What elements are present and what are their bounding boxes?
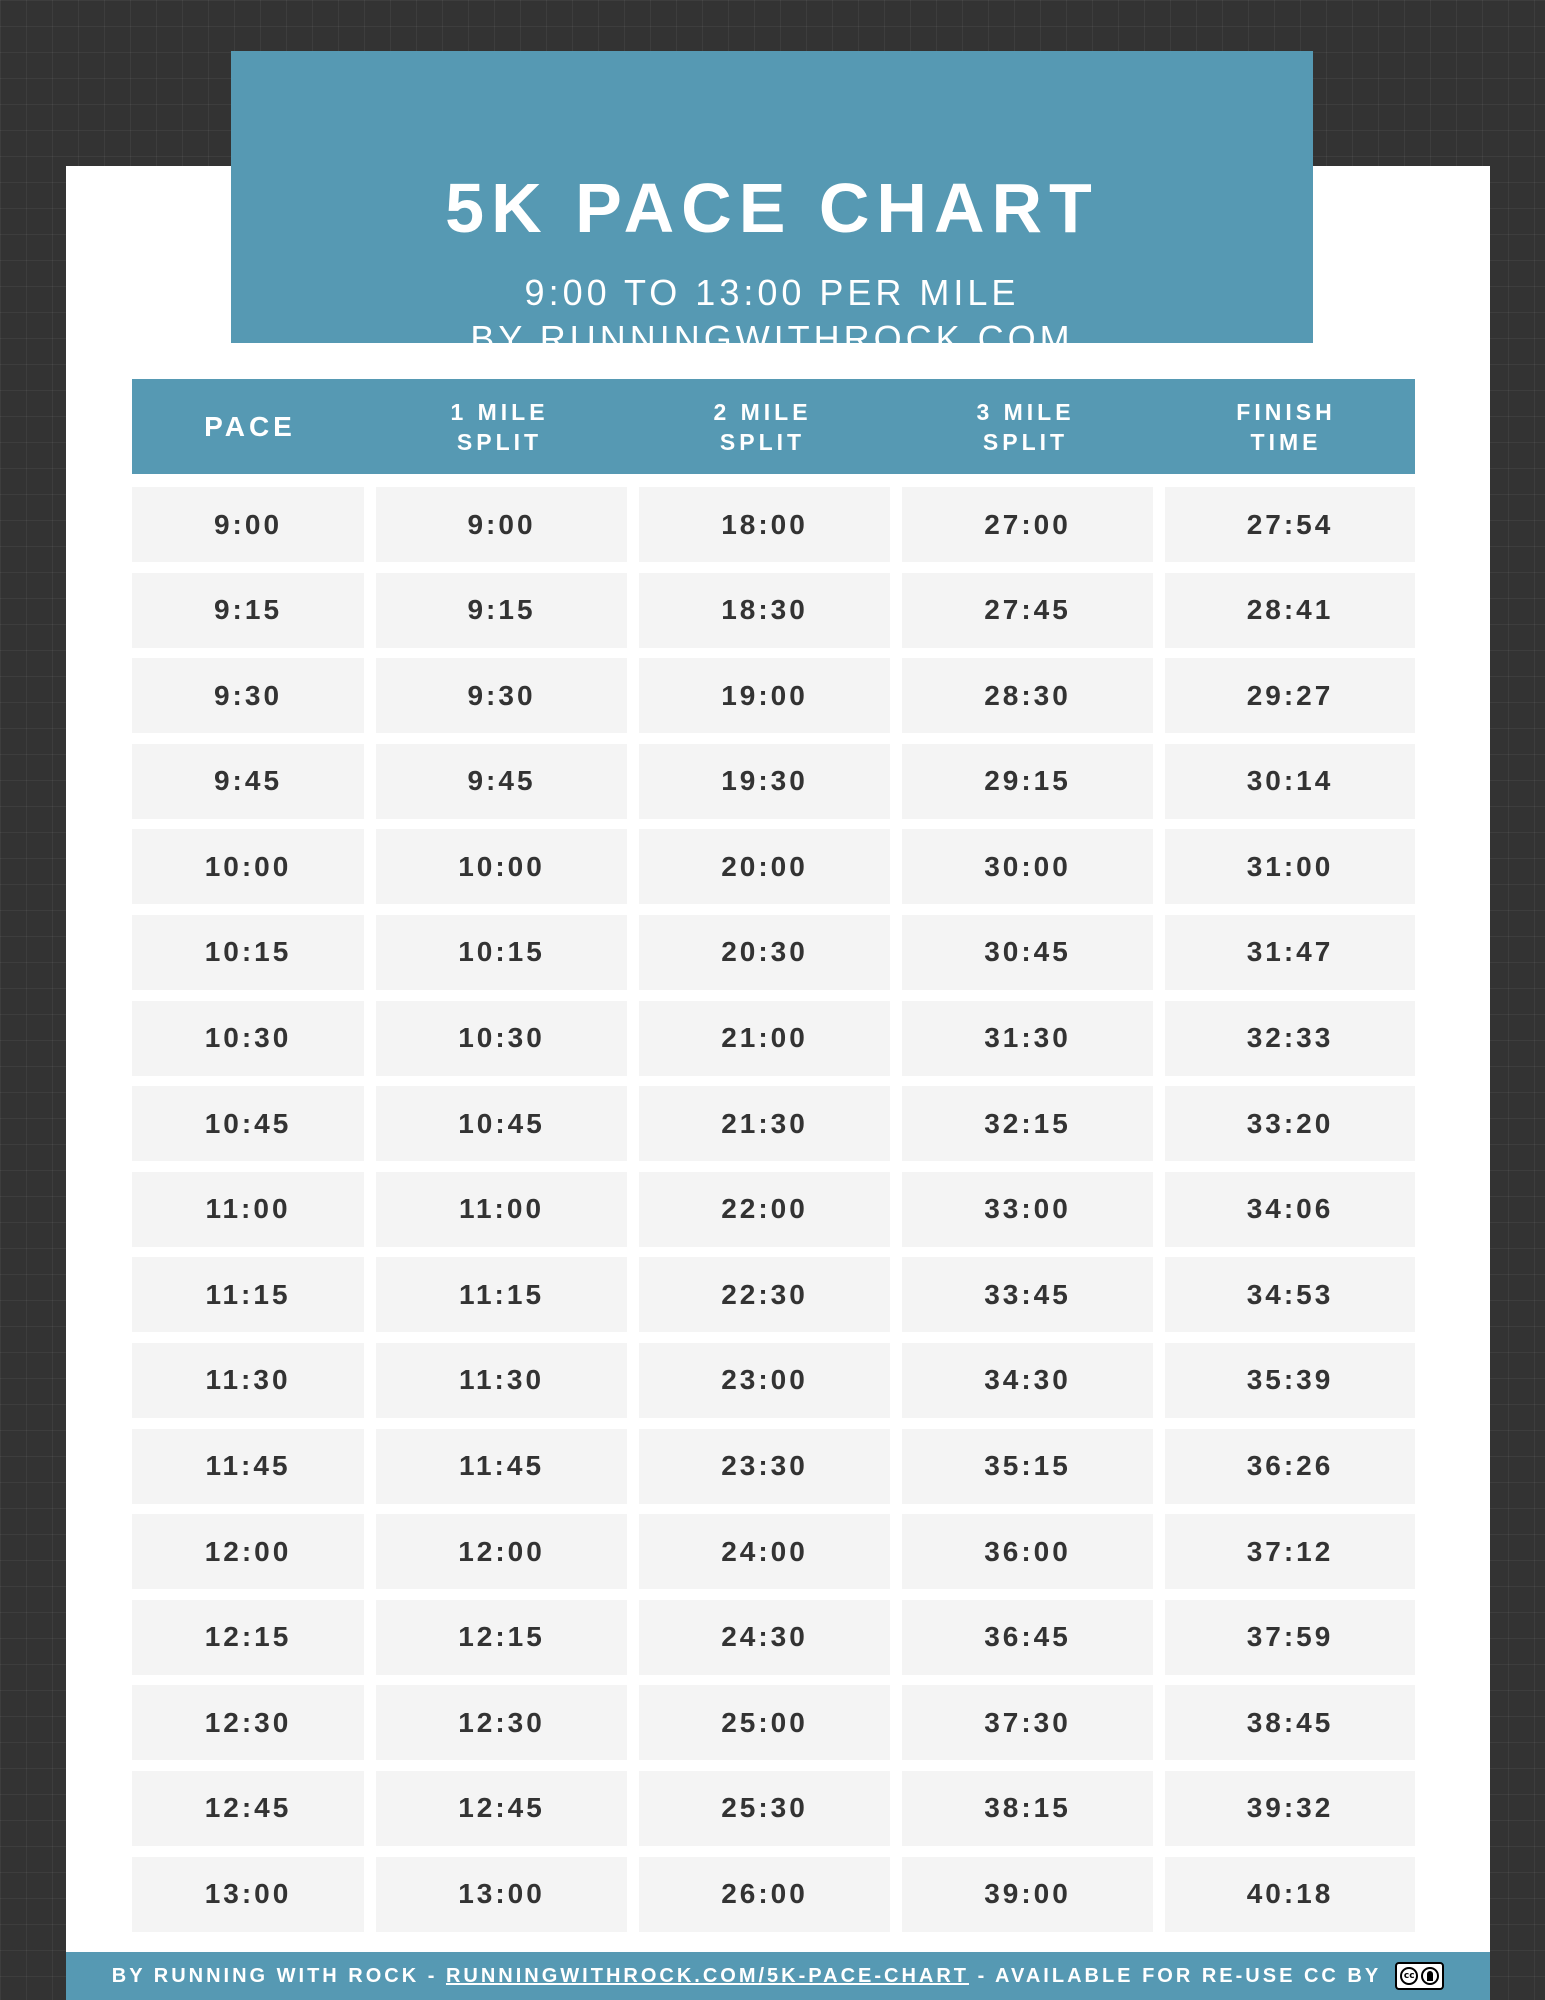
table-cell: 39:32: [1165, 1771, 1415, 1846]
cc-by-license-icon[interactable]: [1395, 1962, 1444, 1990]
column-header-line: TIME: [1250, 428, 1322, 455]
table-cell: 24:00: [639, 1514, 890, 1589]
table-cell: 9:30: [376, 658, 627, 733]
table-row: [132, 1086, 1415, 1161]
table-cell: 34:06: [1165, 1172, 1415, 1247]
column-header-line: SPLIT: [982, 428, 1069, 455]
table-cell: 12:30: [376, 1685, 627, 1760]
table-cell: 10:45: [132, 1086, 364, 1161]
table-row: [132, 1001, 1415, 1076]
table-cell: 9:45: [376, 744, 627, 819]
table-cell: 21:30: [639, 1086, 890, 1161]
table-cell: 35:39: [1165, 1343, 1415, 1418]
table-cell: 12:45: [132, 1771, 364, 1846]
table-cell: 11:15: [132, 1257, 364, 1332]
table-cell: 35:15: [902, 1429, 1153, 1504]
table-cell: 10:30: [132, 1001, 364, 1076]
table-row: [132, 1343, 1415, 1418]
column-header-line: 2 MILE: [713, 398, 812, 425]
table-cell: 20:00: [639, 829, 890, 904]
table-cell: 31:47: [1165, 915, 1415, 990]
table-row: [132, 915, 1415, 990]
table-cell: 37:12: [1165, 1514, 1415, 1589]
table-cell: 20:30: [639, 915, 890, 990]
column-header: [631, 379, 894, 474]
subtitle-range: 9:00 TO 13:00 PER MILE: [524, 272, 1020, 313]
footer-bar: [66, 1952, 1490, 2000]
table-cell: 27:45: [902, 573, 1153, 648]
table-cell: 31:30: [902, 1001, 1153, 1076]
table-cell: 34:30: [902, 1343, 1153, 1418]
table-cell: 33:45: [902, 1257, 1153, 1332]
table-cell: 10:00: [132, 829, 364, 904]
table-row: [132, 487, 1415, 562]
header-banner: [231, 51, 1313, 359]
footer-link[interactable]: RUNNINGWITHROCK.COM/5K-PACE-CHART: [445, 1964, 970, 1987]
table-cell: 12:15: [132, 1600, 364, 1675]
table-cell: 13:00: [376, 1857, 627, 1932]
table-cell: 40:18: [1165, 1857, 1415, 1932]
table-cell: 12:45: [376, 1771, 627, 1846]
footer-credit: BY RUNNING WITH ROCK -: [111, 1964, 446, 1987]
table-cell: 9:15: [132, 573, 364, 648]
table-header: [132, 379, 1415, 474]
table-cell: 13:00: [132, 1857, 364, 1932]
table-row: [132, 829, 1415, 904]
table-cell: 18:00: [639, 487, 890, 562]
table-row: [132, 1685, 1415, 1760]
table-cell: 11:00: [132, 1172, 364, 1247]
table-cell: 30:00: [902, 829, 1153, 904]
table-cell: 32:15: [902, 1086, 1153, 1161]
table-cell: 38:15: [902, 1771, 1153, 1846]
table-cell: 34:53: [1165, 1257, 1415, 1332]
table-cell: 33:00: [902, 1172, 1153, 1247]
column-header: [368, 379, 631, 474]
column-header-line: PACE: [204, 410, 296, 442]
table-cell: 23:30: [639, 1429, 890, 1504]
table-row: [132, 744, 1415, 819]
table-cell: 9:45: [132, 744, 364, 819]
table-row: [132, 573, 1415, 648]
column-header: [132, 379, 368, 474]
table-cell: 39:00: [902, 1857, 1153, 1932]
table-cell: 36:45: [902, 1600, 1153, 1675]
table-cell: 30:14: [1165, 744, 1415, 819]
table-cell: 12:30: [132, 1685, 364, 1760]
table-cell: 12:00: [132, 1514, 364, 1589]
table-cell: 11:30: [132, 1343, 364, 1418]
table-cell: 10:00: [376, 829, 627, 904]
table-cell: 27:00: [902, 487, 1153, 562]
column-header-line: 1 MILE: [450, 398, 549, 425]
table-cell: 37:30: [902, 1685, 1153, 1760]
table-row: [132, 1429, 1415, 1504]
table-cell: 29:15: [902, 744, 1153, 819]
footer-license-text: - AVAILABLE FOR RE-USE CC BY: [969, 1964, 1382, 1987]
table-cell: 18:30: [639, 573, 890, 648]
table-cell: 31:00: [1165, 829, 1415, 904]
column-header-line: SPLIT: [456, 428, 543, 455]
table-cell: 30:45: [902, 915, 1153, 990]
table-cell: 26:00: [639, 1857, 890, 1932]
table-cell: 25:00: [639, 1685, 890, 1760]
attribution-person-icon: [1421, 1967, 1439, 1985]
cc-logo-icon: cc: [1400, 1967, 1418, 1985]
table-cell: 9:00: [376, 487, 627, 562]
table-cell: 25:30: [639, 1771, 890, 1846]
table-cell: 22:00: [639, 1172, 890, 1247]
table-row: [132, 1514, 1415, 1589]
column-header-line: 3 MILE: [976, 398, 1075, 425]
table-cell: 11:00: [376, 1172, 627, 1247]
table-cell: 21:00: [639, 1001, 890, 1076]
table-cell: 11:30: [376, 1343, 627, 1418]
table-cell: 10:45: [376, 1086, 627, 1161]
table-cell: 22:30: [639, 1257, 890, 1332]
column-header-line: SPLIT: [719, 428, 806, 455]
table-row: [132, 1257, 1415, 1332]
table-cell: 11:15: [376, 1257, 627, 1332]
table-cell: 11:45: [376, 1429, 627, 1504]
table-cell: 12:00: [376, 1514, 627, 1589]
column-header-line: FINISH: [1236, 398, 1336, 425]
column-header: [1157, 379, 1415, 474]
table-cell: 19:00: [639, 658, 890, 733]
table-row: [132, 1857, 1415, 1932]
table-cell: 12:15: [376, 1600, 627, 1675]
table-cell: 32:33: [1165, 1001, 1415, 1076]
table-cell: 9:00: [132, 487, 364, 562]
subtitle-author: BY RUNNINGWITHROCK.COM: [470, 318, 1074, 359]
table-row: [132, 658, 1415, 733]
table-cell: 11:45: [132, 1429, 364, 1504]
column-header: [894, 379, 1157, 474]
table-row: [132, 1172, 1415, 1247]
table-cell: 10:30: [376, 1001, 627, 1076]
table-cell: 19:30: [639, 744, 890, 819]
table-cell: 36:26: [1165, 1429, 1415, 1504]
table-cell: 29:27: [1165, 658, 1415, 733]
page-title: 5K PACE CHART: [445, 169, 1099, 247]
pace-table: [132, 487, 1415, 1942]
table-cell: 28:30: [902, 658, 1153, 733]
table-cell: 9:15: [376, 573, 627, 648]
table-cell: 10:15: [376, 915, 627, 990]
table-cell: 27:54: [1165, 487, 1415, 562]
table-cell: 37:59: [1165, 1600, 1415, 1675]
table-cell: 36:00: [902, 1514, 1153, 1589]
table-cell: 9:30: [132, 658, 364, 733]
table-row: [132, 1600, 1415, 1675]
table-cell: 28:41: [1165, 573, 1415, 648]
table-cell: 10:15: [132, 915, 364, 990]
table-cell: 23:00: [639, 1343, 890, 1418]
table-cell: 24:30: [639, 1600, 890, 1675]
table-cell: 33:20: [1165, 1086, 1415, 1161]
table-cell: 38:45: [1165, 1685, 1415, 1760]
table-row: [132, 1771, 1415, 1846]
